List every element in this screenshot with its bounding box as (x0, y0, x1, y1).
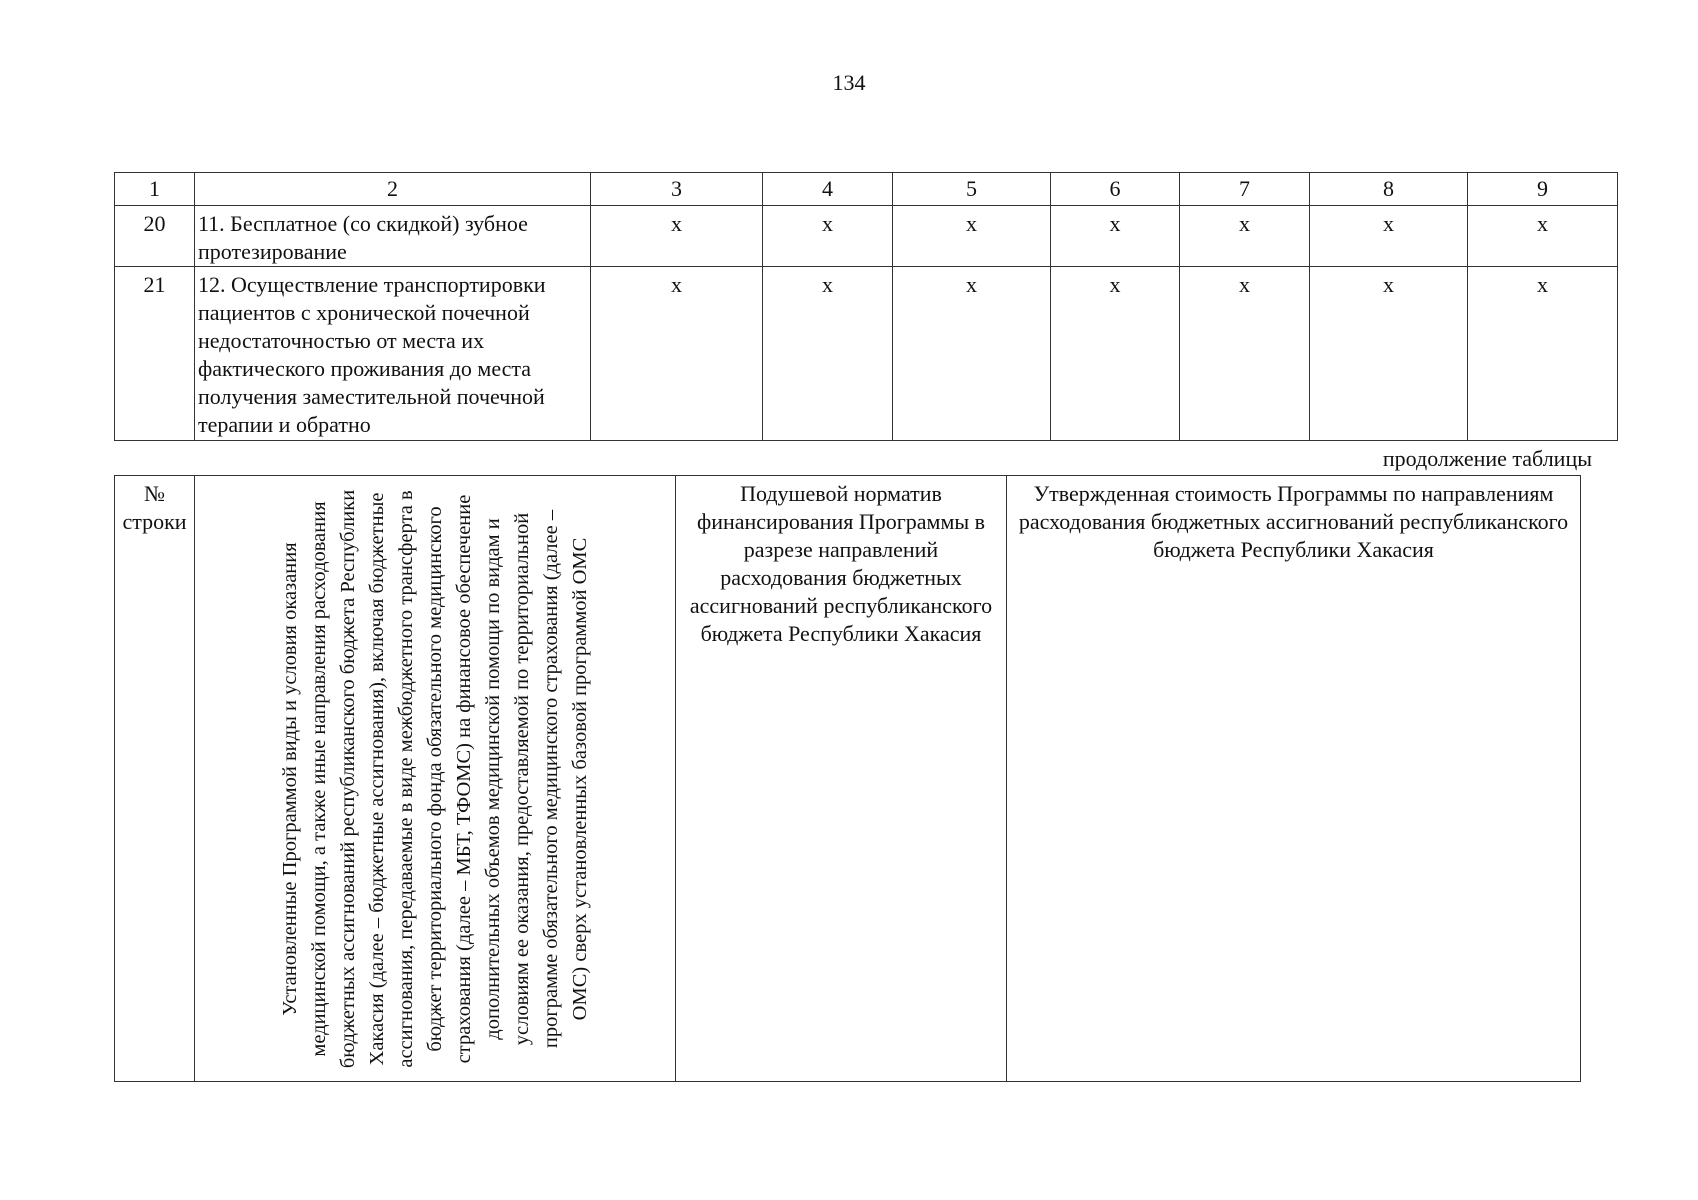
table-cell: х (1310, 206, 1468, 267)
table-row (115, 267, 1618, 441)
column-number: 9 (1468, 173, 1618, 206)
table-cell: х (1051, 267, 1180, 441)
services-header-text: Установленные Программой виды и условия оказания медицинской помощи, а также иные направления расходования бюджетных ассигнований республиканского бюджета Республики Хакасия (далее – бюджетные ассигнования), включая бюджетные ассигнования, передаваемые в виде межбюджетного трансферта в бюджет территориального фонда обязательного медицинского страхования (далее – МБТ, ТФОМС) на финансовое обеспечение дополнительных объемов медицинской помощи по видам и условиям ее оказания, предоставляемой по территориальной программе обязательного медицинского страхования (далее – ОМС) сверх установленных базовой программой ОМС (278, 489, 591, 1068)
table-cell: х (763, 206, 893, 267)
row-description: 12. Осуществление транспортировки пациентов с хронической почечной недостаточностью от места их фактического проживания до места получения заместительной почечной терапии и обратно (195, 267, 591, 441)
page-number: 134 (832, 70, 866, 95)
column-number: 4 (763, 173, 893, 206)
row-number: 20 (115, 206, 195, 267)
table-cell: х (1468, 267, 1618, 441)
column-number: 2 (195, 173, 591, 206)
table-cell: х (591, 206, 763, 267)
table-cell: х (591, 267, 763, 441)
row-number-header: № строки (115, 476, 195, 1082)
table-cell: х (763, 267, 893, 441)
services-header (195, 476, 676, 1082)
per-capita-norm-header: Подушевой норматив финансирования Программы в разрезе направлений расходования бюджетных ассигнований республиканского бюджета Республики Хакасия (676, 476, 1007, 1082)
table-cell: х (1180, 206, 1310, 267)
table-cell: х (1180, 267, 1310, 441)
table-cell: х (893, 206, 1051, 267)
column-number-row (115, 173, 1618, 206)
column-number: 6 (1051, 173, 1180, 206)
table-cell: х (1310, 267, 1468, 441)
table-part-1 (114, 172, 1618, 441)
column-number: 8 (1310, 173, 1468, 206)
row-description: 11. Бесплатное (со скидкой) зубное протезирование (195, 206, 591, 267)
column-number: 5 (893, 173, 1051, 206)
column-number: 1 (115, 173, 195, 206)
row-number: 21 (115, 267, 195, 441)
column-number: 3 (591, 173, 763, 206)
approved-cost-header: Утвержденная стоимость Программы по направлениям расходования бюджетных ассигнований республиканского бюджета Республики Хакасия (1007, 476, 1581, 1082)
column-number: 7 (1180, 173, 1310, 206)
table-part-2-header (114, 475, 1581, 1082)
header-row (115, 476, 1581, 1082)
rotated-text-wrapper (200, 484, 670, 1074)
table-cell: х (1468, 206, 1618, 267)
continuation-label: продолжение таблицы (1382, 446, 1592, 471)
table-cell: х (893, 267, 1051, 441)
table-cell: х (1051, 206, 1180, 267)
table-row (115, 206, 1618, 267)
